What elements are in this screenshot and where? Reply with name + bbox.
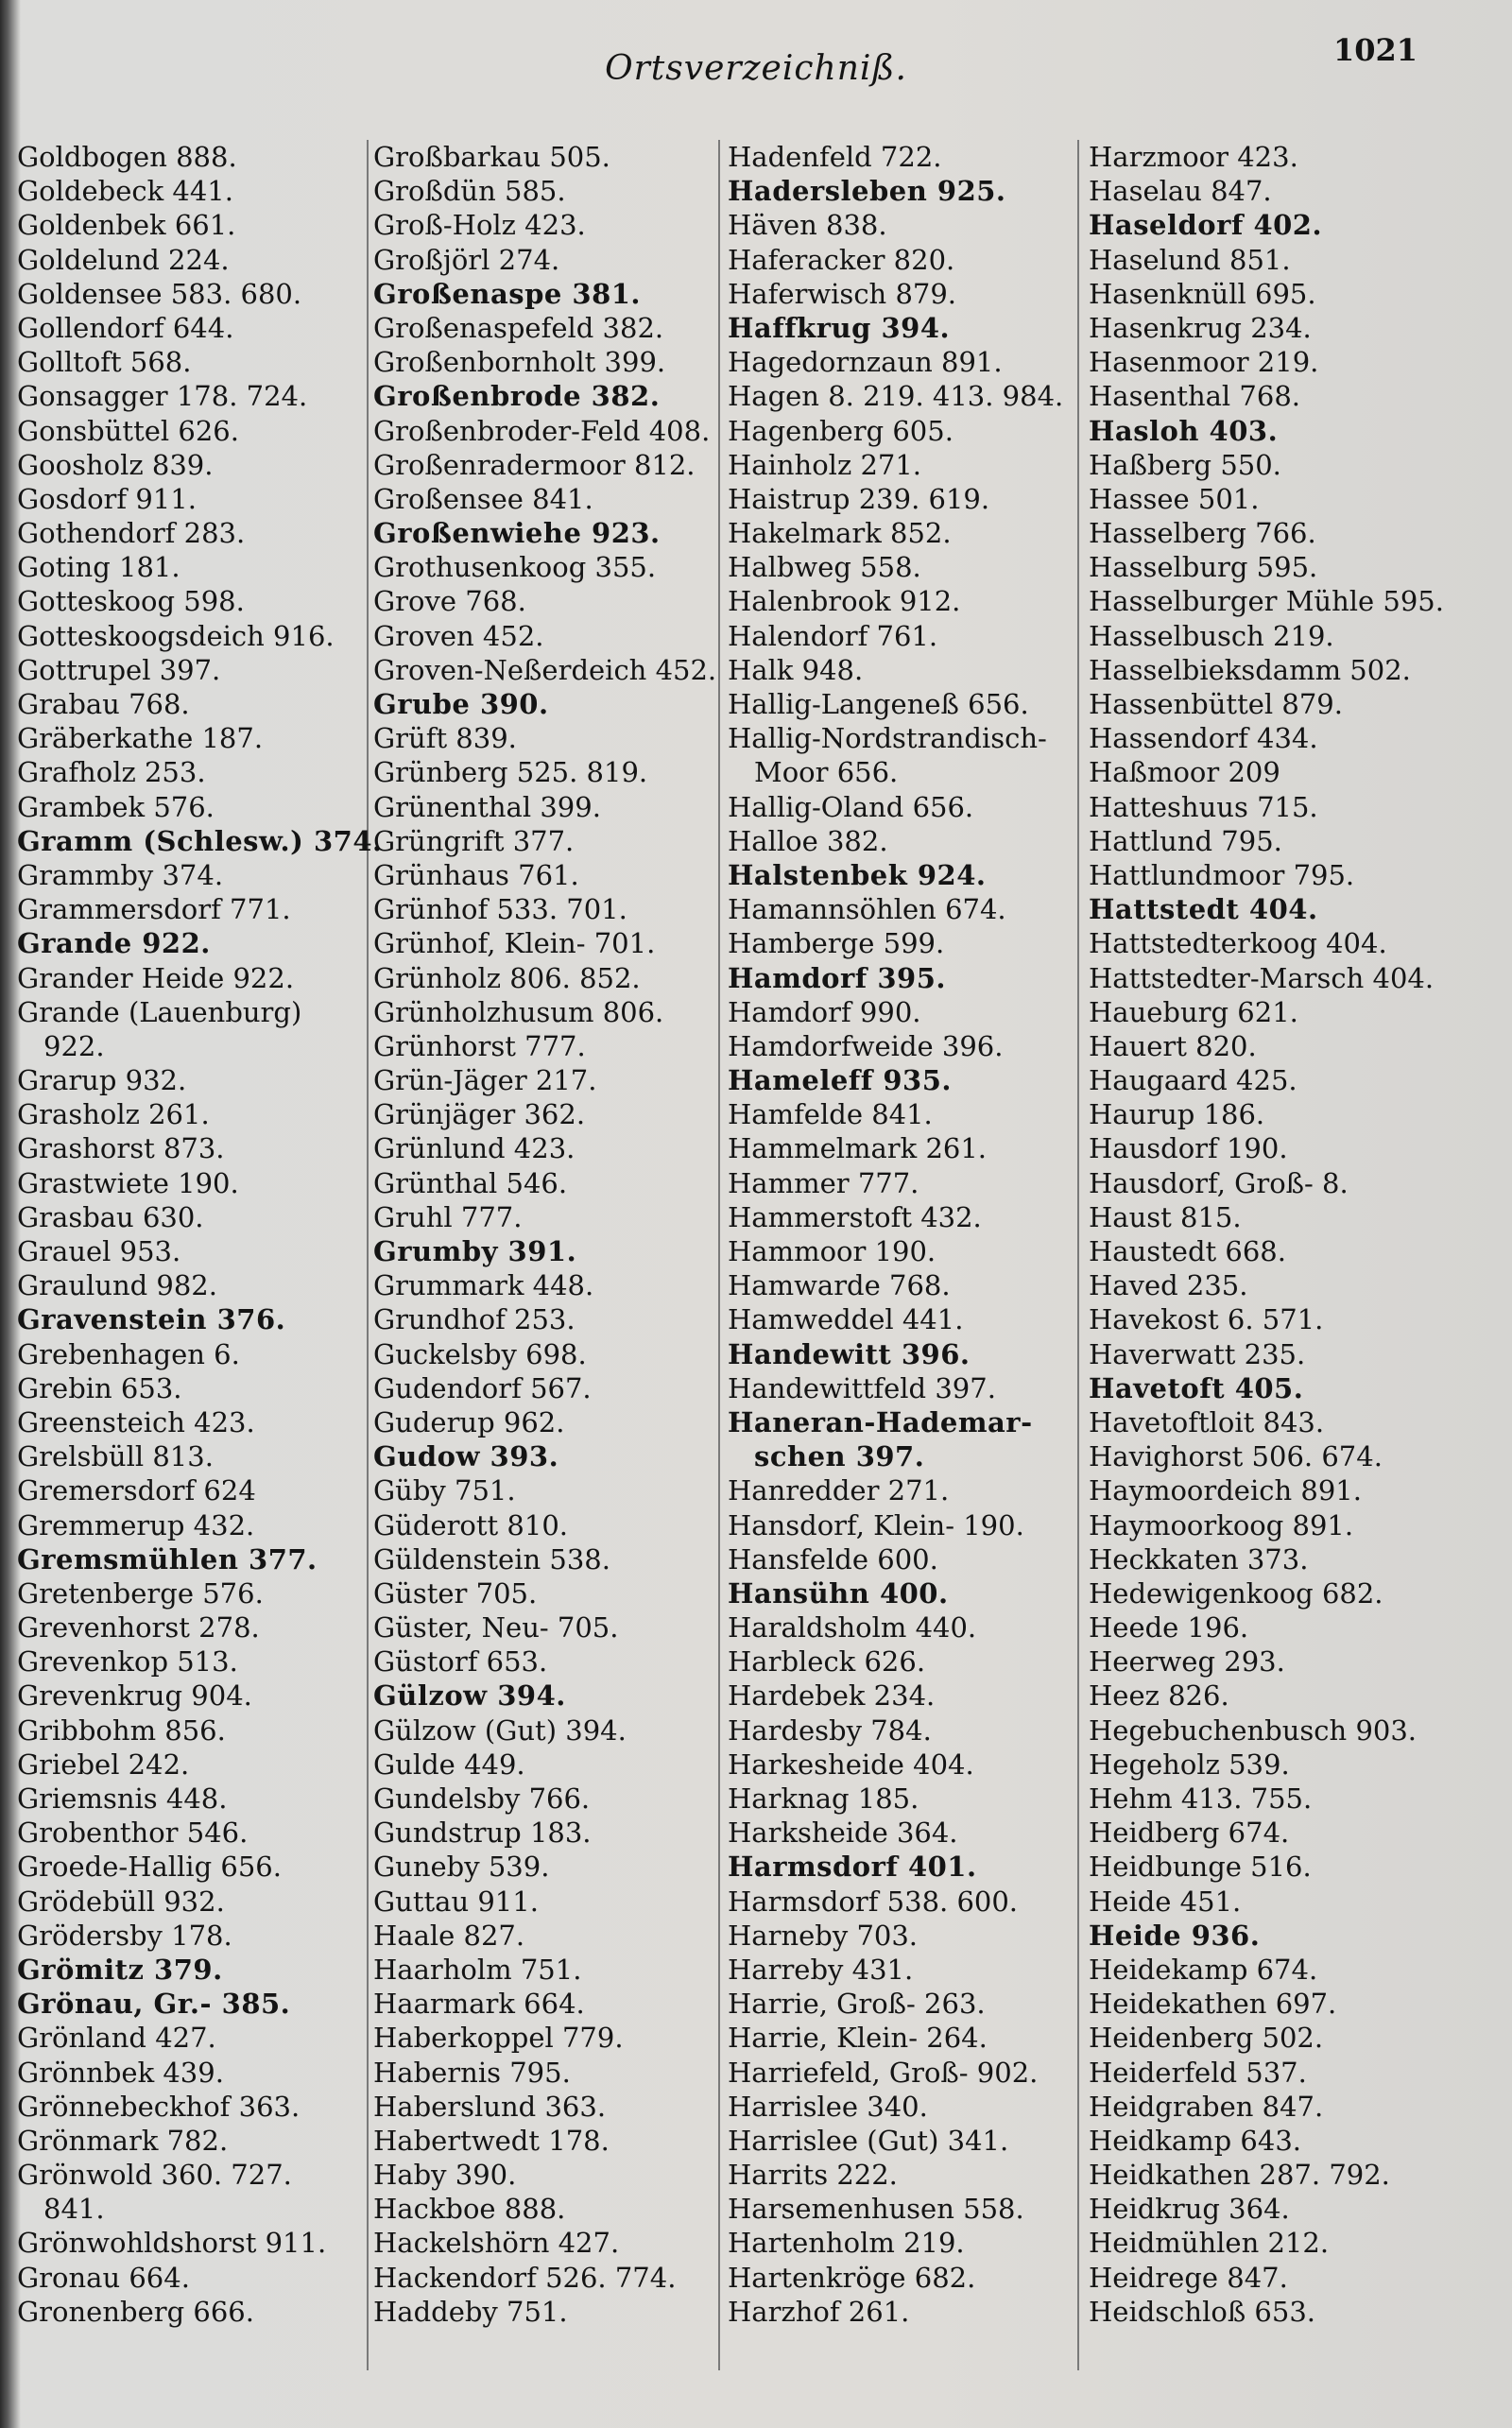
index-entry: Grünenthal 399. xyxy=(373,790,601,823)
index-entry: Hasselburg 595. xyxy=(1089,551,1318,584)
index-entry: Hattstedt 404. xyxy=(1089,893,1318,926)
index-entry: Harzhof 261. xyxy=(728,2295,910,2328)
index-entry: Hattstedterkoog 404. xyxy=(1089,927,1387,960)
index-entry: Hagen 8. 219. 413. 984. xyxy=(728,380,1064,413)
index-entry: Grastwiete 190. xyxy=(17,1166,239,1199)
index-entry: Gruhl 777. xyxy=(373,1200,523,1233)
index-entry: Gremsmühlen 377. xyxy=(17,1542,318,1576)
index-entry: Haymoorkoog 891. xyxy=(1089,1508,1354,1541)
index-entry: Güster 705. xyxy=(373,1576,538,1610)
index-entry: Hakelmark 852. xyxy=(728,517,952,550)
index-entry: Goldensee 583. 680. xyxy=(17,277,302,310)
index-entry: Harbleck 626. xyxy=(728,1645,926,1679)
index-entry: Hammelmark 261. xyxy=(728,1132,988,1165)
page-number: 1021 xyxy=(1332,32,1418,68)
index-entry: Grander Heide 922. xyxy=(17,961,295,994)
index-entry: Güldenstein 538. xyxy=(373,1542,610,1576)
index-entry: Gotteskoog 598. xyxy=(17,585,245,618)
index-entry: Güby 751. xyxy=(373,1474,516,1507)
index-entry: Gretenberge 576. xyxy=(17,1576,264,1610)
index-entry: Groß-Holz 423. xyxy=(373,209,586,242)
index-entry: Heez 826. xyxy=(1089,1679,1229,1713)
index-entry: Häven 838. xyxy=(728,209,887,242)
index-entry: Grünholzhusum 806. xyxy=(373,995,664,1028)
index-entry: Handewittfeld 397. xyxy=(728,1371,996,1404)
index-entry: Hamfelde 841. xyxy=(728,1098,933,1131)
index-entry: Hasenknüll 695. xyxy=(1089,277,1316,310)
index-entry: Haßberg 550. xyxy=(1089,448,1281,481)
index-entry: Handewitt 396. xyxy=(728,1337,971,1370)
index-entry: Gonsbüttel 626. xyxy=(17,414,239,447)
index-entry: Hammoor 190. xyxy=(728,1235,936,1267)
index-entry: Grünthal 546. xyxy=(373,1166,568,1199)
index-entry: Groede-Hallig 656. xyxy=(17,1851,282,1884)
index-entry: Harrie, Klein- 264. xyxy=(728,2022,988,2055)
index-entry: Haugaard 425. xyxy=(1089,1064,1297,1097)
index-entry: Halbweg 558. xyxy=(728,551,921,584)
index-entry: Hasselbusch 219. xyxy=(1089,619,1334,652)
index-entry: Hasenthal 768. xyxy=(1089,380,1300,413)
index-entry: Grönland 427. xyxy=(17,2022,216,2055)
index-entry: Hartenkröge 682. xyxy=(728,2261,976,2294)
index-entry: Hasenmoor 219. xyxy=(1089,346,1319,379)
index-entry: Harsemenhusen 558. xyxy=(728,2193,1024,2226)
index-entry: Heidgraben 847. xyxy=(1089,2090,1324,2123)
index-entry: Gribbohm 856. xyxy=(17,1713,226,1747)
index-entry: Hardesby 784. xyxy=(728,1713,932,1747)
index-entry: Haferacker 820. xyxy=(728,243,955,276)
index-entry: Großenbrode 382. xyxy=(373,380,661,413)
index-entry: Großdün 585. xyxy=(373,175,566,208)
index-entry: Heerweg 293. xyxy=(1089,1645,1285,1679)
index-entry: Hamweddel 441. xyxy=(728,1303,964,1336)
index-entry: Goldebeck 441. xyxy=(17,175,233,208)
index-entry: Grödebüll 932. xyxy=(17,1885,225,1918)
index-entry: Hagedornzaun 891. xyxy=(728,346,1003,379)
index-entry: Grarup 932. xyxy=(17,1064,187,1097)
index-entry: Grünhof 533. 701. xyxy=(373,893,627,926)
index-entry: Hadenfeld 722. xyxy=(728,141,942,173)
index-entry: Hardebek 234. xyxy=(728,1679,936,1713)
index-entry: Gothendorf 283. xyxy=(17,517,246,550)
index-entry: Hamdorf 395. xyxy=(728,961,946,994)
index-entry: Hedewigenkoog 682. xyxy=(1089,1576,1383,1610)
index-entry: Heidberg 674. xyxy=(1089,1817,1290,1850)
index-entry: Großenradermoor 812. xyxy=(373,448,696,481)
index-entry: Großjörl 274. xyxy=(373,243,560,276)
index-entry: Harzmoor 423. xyxy=(1089,141,1298,173)
index-entry: Harriefeld, Groß- 902. xyxy=(728,2056,1039,2089)
index-entry: Havighorst 506. 674. xyxy=(1089,1440,1383,1473)
index-entry: Grebenhagen 6. xyxy=(17,1337,240,1370)
index-entry: Heckkaten 373. xyxy=(1089,1542,1309,1576)
index-entry: Goldenbek 661. xyxy=(17,209,236,242)
index-entry: Grömitz 379. xyxy=(17,1953,223,1986)
index-entry: Harrislee (Gut) 341. xyxy=(728,2124,1009,2157)
index-entry: Haarmark 664. xyxy=(373,1988,585,2021)
index-entry: Gottrupel 397. xyxy=(17,653,221,686)
index-entry: Grashorst 873. xyxy=(17,1132,225,1165)
index-entry: Grevenkrug 904. xyxy=(17,1679,252,1713)
index-entry: Haymoordeich 891. xyxy=(1089,1474,1362,1507)
index-entry: Grüngrift 377. xyxy=(373,824,575,857)
index-entry: Greensteich 423. xyxy=(17,1405,255,1438)
index-entry: Griebel 242. xyxy=(17,1748,190,1781)
index-entry: Gonsagger 178. 724. xyxy=(17,380,308,413)
index-entry: Hasselburger Mühle 595. xyxy=(1089,585,1444,618)
index-entry: Harneby 703. xyxy=(728,1919,919,1952)
index-entry: Haffkrug 394. xyxy=(728,311,951,344)
index-entry: Hadersleben 925. xyxy=(728,175,1006,208)
index-entry: Haferwisch 879. xyxy=(728,277,957,310)
index-entry: Grünhaus 761. xyxy=(373,858,579,891)
index-entry: Großenbornholt 399. xyxy=(373,346,666,379)
index-entry: Grove 768. xyxy=(373,585,526,618)
index-entry: Hasenkrug 234. xyxy=(1089,311,1312,344)
index-entry: Graulund 982. xyxy=(17,1269,217,1302)
index-entry: Halloe 382. xyxy=(728,824,888,857)
index-entry: Havetoft 405. xyxy=(1089,1371,1304,1404)
index-entry: Gülzow 394. xyxy=(373,1679,566,1713)
index-entry: Hansühn 400. xyxy=(728,1576,949,1610)
index-entry: Grammersdorf 771. xyxy=(17,893,291,926)
index-entry: Hallig-Oland 656. xyxy=(728,790,974,823)
index-entry: Hamdorfweide 396. xyxy=(728,1029,1004,1062)
index-entry: Heidekathen 697. xyxy=(1089,1988,1337,2021)
index-entry: Grönwold 360. 727. xyxy=(17,2159,292,2192)
index-entry: Groven 452. xyxy=(373,619,544,652)
index-entry: Haberslund 363. xyxy=(373,2090,607,2123)
index-entry: Grafholz 253. xyxy=(17,756,206,789)
index-entry: Heidkrug 364. xyxy=(1089,2193,1290,2226)
index-entry: Gosdorf 911. xyxy=(17,482,197,515)
index-entry: Gundstrup 183. xyxy=(373,1817,592,1850)
index-entry: Hammerstoft 432. xyxy=(728,1200,982,1233)
index-entry: Groven-Neßerdeich 452. xyxy=(373,653,717,686)
index-entry: Halenbrook 912. xyxy=(728,585,961,618)
index-entry: Halstenbek 924. xyxy=(728,858,987,891)
index-entry: Großenwiehe 923. xyxy=(373,517,661,550)
index-entry: Hartenholm 219. xyxy=(728,2227,965,2260)
index-entry: Hallig-Nordstrandisch- xyxy=(728,722,1047,755)
index-entry: Grande (Lauenburg) xyxy=(17,995,302,1028)
index-entry: Habertwedt 178. xyxy=(373,2124,610,2157)
index-entry: Hackendorf 526. 774. xyxy=(373,2261,677,2294)
index-entry: Haurup 186. xyxy=(1089,1098,1265,1131)
index-entry: Hausdorf, Groß- 8. xyxy=(1089,1166,1349,1199)
index-entry: Heiderfeld 537. xyxy=(1089,2056,1307,2089)
index-entry: Haddeby 751. xyxy=(373,2295,568,2328)
index-entry: Guderup 962. xyxy=(373,1405,565,1438)
index-entry: Hatteshuus 715. xyxy=(1089,790,1318,823)
index-entry: Hattlundmoor 795. xyxy=(1089,858,1355,891)
index-entry: Heidmühlen 212. xyxy=(1089,2227,1330,2260)
index-entry: Hasselbieksdamm 502. xyxy=(1089,653,1411,686)
index-entry: Grünjäger 362. xyxy=(373,1098,586,1131)
index-entry: Haueburg 621. xyxy=(1089,995,1298,1028)
index-entry: Gremmerup 432. xyxy=(17,1508,255,1541)
index-entry: Grebin 653. xyxy=(17,1371,182,1404)
index-entry: Goosholz 839. xyxy=(17,448,214,481)
index-entry: Haraldsholm 440. xyxy=(728,1611,977,1644)
index-entry: Gronau 664. xyxy=(17,2261,190,2294)
index-column-3 xyxy=(728,140,1082,2329)
index-entry: Hamannsöhlen 674. xyxy=(728,893,1006,926)
index-entry: Grambek 576. xyxy=(17,790,215,823)
index-entry: Haale 827. xyxy=(373,1919,525,1952)
index-entry: Harrislee 340. xyxy=(728,2090,928,2123)
index-entry: Gudendorf 567. xyxy=(373,1371,592,1404)
index-entry: Hausdorf 190. xyxy=(1089,1132,1288,1165)
index-entry: Haverwatt 235. xyxy=(1089,1337,1306,1370)
index-entry: Haved 235. xyxy=(1089,1269,1248,1302)
index-entry: Havetoftloit 843. xyxy=(1089,1405,1325,1438)
index-entry: Hansdorf, Klein- 190. xyxy=(728,1508,1024,1541)
index-entry: Gronenberg 666. xyxy=(17,2295,254,2328)
index-entry: Großenaspe 381. xyxy=(373,277,642,310)
index-entry: Haistrup 239. 619. xyxy=(728,482,990,515)
index-column-2 xyxy=(373,140,728,2329)
index-entry: Moor 656. xyxy=(754,756,899,789)
index-entry: Hassenbüttel 879. xyxy=(1089,688,1343,720)
index-entry: Grelsbüll 813. xyxy=(17,1440,214,1473)
index-column-1 xyxy=(17,140,381,2329)
index-entry: Großenbroder-Feld 408. xyxy=(373,414,711,447)
index-entry: Heide 936. xyxy=(1089,1919,1261,1952)
index-entry: Hammer 777. xyxy=(728,1166,919,1199)
index-entry: Guttau 911. xyxy=(373,1885,539,1918)
index-entry: Heede 196. xyxy=(1089,1611,1249,1644)
index-entry: Hauert 820. xyxy=(1089,1029,1257,1062)
index-entry: Hasloh 403. xyxy=(1089,414,1279,447)
index-entry: Grande 922. xyxy=(17,927,211,960)
index-entry: Hamdorf 990. xyxy=(728,995,921,1028)
index-entry: Hehm 413. 755. xyxy=(1089,1782,1313,1815)
index-entry: Hattlund 795. xyxy=(1089,824,1282,857)
index-entry: Hameleff 935. xyxy=(728,1064,952,1097)
index-entry: Harksheide 364. xyxy=(728,1817,958,1850)
index-entry: Hagenberg 605. xyxy=(728,414,954,447)
index-entry: Grönau, Gr.- 385. xyxy=(17,1988,291,2021)
index-entry: Heidrege 847. xyxy=(1089,2261,1288,2294)
index-entry: Grothusenkoog 355. xyxy=(373,551,657,584)
index-entry: Grummark 448. xyxy=(373,1269,594,1302)
index-entry: Hassendorf 434. xyxy=(1089,722,1318,755)
index-entry: Hansfelde 600. xyxy=(728,1542,938,1576)
index-entry: Güstorf 653. xyxy=(373,1645,548,1679)
index-entry: Heidbunge 516. xyxy=(1089,1851,1312,1884)
index-entry: Goting 181. xyxy=(17,551,180,584)
index-entry: Haby 390. xyxy=(373,2159,517,2192)
index-entry: Gollendorf 644. xyxy=(17,311,234,344)
index-entry: Heidschloß 653. xyxy=(1089,2295,1315,2328)
index-entry: Gotteskoogsdeich 916. xyxy=(17,619,335,652)
index-entry: Grevenhorst 278. xyxy=(17,1611,260,1644)
index-entry: Golltoft 568. xyxy=(17,346,192,379)
index-entry: Heidkamp 643. xyxy=(1089,2124,1302,2157)
index-entry: Grönmark 782. xyxy=(17,2124,229,2157)
index-entry: Gramm (Schlesw.) 374. xyxy=(17,824,383,857)
index-entry: Heidkathen 287. 792. xyxy=(1089,2159,1390,2192)
index-entry: Grobenthor 546. xyxy=(17,1817,249,1850)
index-entry: Großensee 841. xyxy=(373,482,593,515)
index-entry: Güderott 810. xyxy=(373,1508,568,1541)
index-entry: Hackelshörn 427. xyxy=(373,2227,620,2260)
index-entry: Hattstedter-Marsch 404. xyxy=(1089,961,1435,994)
index-entry: Güster, Neu- 705. xyxy=(373,1611,619,1644)
index-entry: Heidekamp 674. xyxy=(1089,1953,1318,1986)
index-entry: Haseldorf 402. xyxy=(1089,209,1323,242)
index-entry: Grammby 374. xyxy=(17,858,224,891)
index-entry: Grün-Jäger 217. xyxy=(373,1064,597,1097)
index-entry: Grumby 391. xyxy=(373,1235,577,1267)
index-entry: Harreby 431. xyxy=(728,1953,914,1986)
index-entry: Grünlund 423. xyxy=(373,1132,576,1165)
index-entry: Hegeholz 539. xyxy=(1089,1748,1290,1781)
index-entry: Hamwarde 768. xyxy=(728,1269,951,1302)
index-entry: Grabau 768. xyxy=(17,688,190,720)
index-entry: Hainholz 271. xyxy=(728,448,922,481)
index-entry: Grünberg 525. 819. xyxy=(373,756,648,789)
index-entry: Habernis 795. xyxy=(373,2056,571,2089)
index-entry: Gravenstein 376. xyxy=(17,1303,286,1336)
index-entry: 841. xyxy=(43,2193,105,2226)
index-entry: Grube 390. xyxy=(373,688,549,720)
index-entry: Großenaspefeld 382. xyxy=(373,311,664,344)
index-entry: Gulde 449. xyxy=(373,1748,525,1781)
index-entry: Grödersby 178. xyxy=(17,1919,232,1952)
page-title: Ortsverzeichniß. xyxy=(605,49,907,88)
index-entry: Großbarkau 505. xyxy=(373,141,610,173)
index-entry: Grünhof, Klein- 701. xyxy=(373,927,656,960)
index-entry: Gremersdorf 624 xyxy=(17,1474,256,1507)
index-entry: Haselau 847. xyxy=(1089,175,1272,208)
index-entry: Grönwohldshorst 911. xyxy=(17,2227,327,2260)
index-entry: Grüft 839. xyxy=(373,722,517,755)
index-entry: Gräberkathe 187. xyxy=(17,722,264,755)
index-entry: Hegebuchenbusch 903. xyxy=(1089,1713,1418,1747)
index-entry: Harknag 185. xyxy=(728,1782,919,1815)
index-entry: Grasbau 630. xyxy=(17,1200,204,1233)
index-entry: Grönnebeckhof 363. xyxy=(17,2090,301,2123)
index-entry: Harrie, Groß- 263. xyxy=(728,1988,986,2021)
index-entry: Haust 815. xyxy=(1089,1200,1242,1233)
index-entry: Haselund 851. xyxy=(1089,243,1291,276)
index-entry: Hamberge 599. xyxy=(728,927,945,960)
index-entry: Hanredder 271. xyxy=(728,1474,950,1507)
index-entry: Heidenberg 502. xyxy=(1089,2022,1324,2055)
index-entry: Grauel 953. xyxy=(17,1235,181,1267)
index-entry: Goldbogen 888. xyxy=(17,141,237,173)
index-column-4 xyxy=(1089,140,1504,2329)
index-entry: Haustedt 668. xyxy=(1089,1235,1286,1267)
index-entry: Harmsdorf 401. xyxy=(728,1851,977,1884)
index-entry: Harmsdorf 538. 600. xyxy=(728,1885,1019,1918)
index-entry: schen 397. xyxy=(754,1440,925,1473)
index-entry: Hasselberg 766. xyxy=(1089,517,1316,550)
index-entry: Haarholm 751. xyxy=(373,1953,582,1986)
index-entry: Grünhorst 777. xyxy=(373,1029,586,1062)
index-entry: Grönnbek 439. xyxy=(17,2056,224,2089)
index-entry: Gülzow (Gut) 394. xyxy=(373,1713,627,1747)
index-entry: Grasholz 261. xyxy=(17,1098,210,1131)
index-entry: Guneby 539. xyxy=(373,1851,550,1884)
index-entry: Grünholz 806. 852. xyxy=(373,961,641,994)
index-entry: Hackboe 888. xyxy=(373,2193,566,2226)
index-entry: Haßmoor 209 xyxy=(1089,756,1280,789)
index-entry: Harkesheide 404. xyxy=(728,1748,974,1781)
index-entry: Heide 451. xyxy=(1089,1885,1242,1918)
index-entry: Hassee 501. xyxy=(1089,482,1260,515)
index-entry: Halendorf 761. xyxy=(728,619,938,652)
index-entry: Grevenkop 513. xyxy=(17,1645,238,1679)
index-entry: Gudow 393. xyxy=(373,1440,559,1473)
index-entry: Haneran-Hademar- xyxy=(728,1405,1033,1438)
index-entry: Havekost 6. 571. xyxy=(1089,1303,1324,1336)
index-entry: Harrits 222. xyxy=(728,2159,898,2192)
index-entry: Gundelsby 766. xyxy=(373,1782,591,1815)
index-entry: Haberkoppel 779. xyxy=(373,2022,624,2055)
index-entry: 922. xyxy=(43,1029,105,1062)
index-entry: Goldelund 224. xyxy=(17,243,230,276)
index-entry: Griemsnis 448. xyxy=(17,1782,228,1815)
index-entry: Guckelsby 698. xyxy=(373,1337,587,1370)
index-entry: Hallig-Langeneß 656. xyxy=(728,688,1029,720)
index-entry: Grundhof 253. xyxy=(373,1303,576,1336)
index-entry: Halk 948. xyxy=(728,653,864,686)
